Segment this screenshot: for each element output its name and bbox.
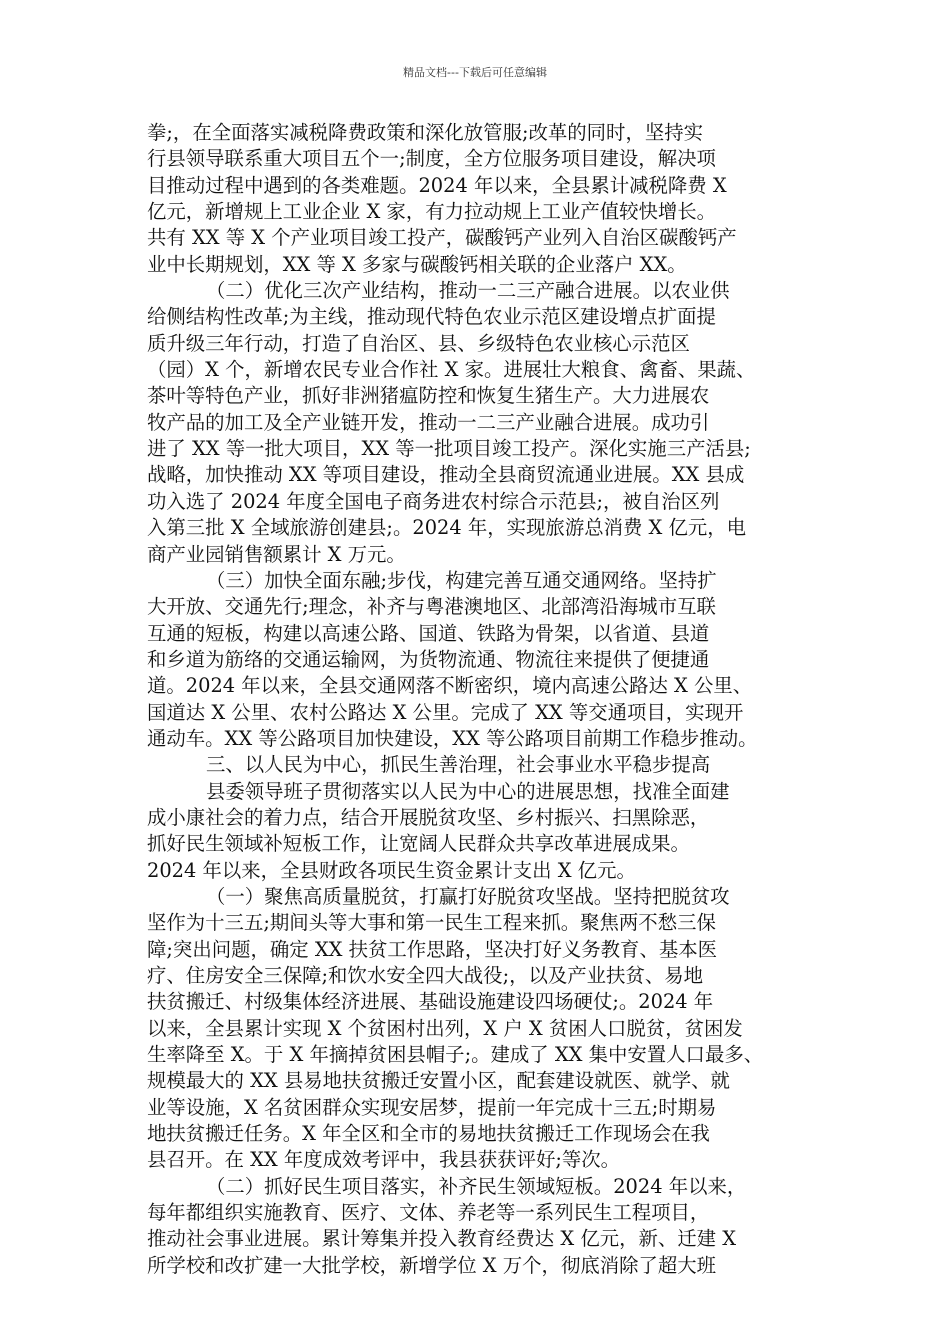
text-line: 和乡道为筋络的交通运输网，为货物流通、物流往来提供了便捷通 [147, 647, 710, 671]
text-line: 通动车。XX 等公路项目加快建设，XX 等公路项目前期工作稳步推动。 [147, 726, 758, 750]
text-line: 所学校和改扩建一大批学校，新增学位 X 万个，彻底消除了超大班 [147, 1253, 717, 1277]
text-line: 县委领导班子贯彻落实以人民为中心的进展思想，找准全面建 [206, 779, 730, 803]
text-line: 茶叶等特色产业，抓好非洲猪瘟防控和恢复生猪生产。大力进展农 [147, 384, 710, 408]
text-line: 拳;，在全面落实减税降费政策和深化放管服;改革的同时，坚持实 [147, 121, 704, 144]
text-line: 三、以人民为中心，抓民生善治理，社会事业水平稳步提高 [206, 753, 711, 777]
text-line: 抓好民生领域补短板工作，让宽阔人民群众共享改革进展成果。 [147, 832, 690, 856]
page-header: 精品文档---下载后可任意编辑 [403, 66, 547, 79]
text-line: 国道达 X 公里、农村公路达 X 公里。完成了 XX 等交通项目，实现开 [147, 700, 744, 724]
text-line: （一）聚焦高质量脱贫，打赢打好脱贫攻坚战。坚持把脱贫攻 [206, 884, 730, 908]
text-line: 入第三批 X 全域旅游创建县;。2024 年，实现旅游总消费 X 亿元，电 [147, 516, 747, 540]
text-line: 商产业园销售额累计 X 万元。 [147, 542, 406, 566]
text-line: 战略，加快推动 XX 等项目建设，推动全县商贸流通业进展。XX 县成 [147, 463, 745, 487]
text-line: 每年都组织实施教育、医疗、文体、养老等一系列民生工程项目， [147, 1201, 710, 1225]
text-line: 地扶贫搬迁任务。X 年全区和全市的易地扶贫搬迁工作现场会在我 [147, 1122, 710, 1146]
text-line: 业中长期规划，XX 等 X 多家与碳酸钙相关联的企业落户 XX。 [147, 252, 687, 276]
text-line: （三）加快全面东融;步伐，构建完善互通交通网络。坚持扩 [206, 568, 717, 592]
text-line: 疗、住房安全三保障;和饮水安全四大战役;，以及产业扶贫、易地 [147, 964, 704, 987]
text-line: 互通的短板，构建以高速公路、国道、铁路为骨架，以省道、县道 [147, 621, 710, 645]
text-line: 坚作为十三五;期间头等大事和第一民生工程来抓。聚焦两不愁三保 [147, 911, 716, 935]
text-line: （二）优化三次产业结构，推动一二三产融合进展。以农业供 [206, 279, 730, 303]
body-text [147, 120, 813, 1279]
text-line: （园）X 个，新增农民专业合作社 X 家。进展壮大粮食、禽畜、果蔬、 [147, 358, 756, 382]
text-line: 推动社会事业进展。累计筹集并投入教育经费达 X 亿元，新、迁建 X [147, 1227, 737, 1251]
text-line: 功入选了 2024 年度全国电子商务进农村综合示范县;，被自治区列 [147, 489, 720, 513]
text-line: 目推动过程中遇到的各类难题。2024 年以来，全县累计减税降费 X [147, 173, 727, 197]
text-line: 亿元，新增规上工业企业 X 家，有力拉动规上工业产值较快增长。 [147, 200, 717, 224]
text-line: 县召开。在 XX 年度成效考评中，我县获获评好;等次。 [147, 1148, 621, 1172]
text-line: 给侧结构性改革;为主线，推动现代特色农业示范区建设增点扩面提 [147, 305, 716, 329]
text-line: 行县领导联系重大项目五个一;制度，全方位服务项目建设，解决项 [147, 147, 716, 171]
text-line: 扶贫搬迁、村级集体经济进展、基础设施建设四场硬仗;。2024 年 [147, 990, 714, 1014]
text-line: 业等设施，X 名贫困群众实现安居梦，提前一年完成十三五;时期易 [147, 1095, 717, 1119]
text-line: 规模最大的 XX 县易地扶贫搬迁安置小区，配套建设就医、就学、就 [147, 1069, 730, 1093]
text-line: 2024 年以来，全县财政各项民生资金累计支出 X 亿元。 [147, 858, 636, 882]
text-line: 共有 XX 等 X 个产业项目竣工投产，碳酸钙产业列入自治区碳酸钙产 [147, 226, 737, 250]
text-line: 进了 XX 等一批大项目，XX 等一批项目竣工投产。深化实施三产活县; [147, 437, 751, 461]
text-line: 生率降至 X。于 X 年摘掉贫困县帽子;。建成了 XX 集中安置人口最多、 [147, 1043, 764, 1067]
text-line: 障;突出问题，确定 XX 扶贫工作思路，坚决打好义务教育、基本医 [147, 937, 718, 961]
text-line: 道。2024 年以来，全县交通网落不断密织，境内高速公路达 X 公里、 [147, 674, 753, 698]
text-line: （二）抓好民生项目落实，补齐民生领域短板。2024 年以来， [206, 1174, 747, 1198]
text-line: 质升级三年行动，打造了自治区、县、乡级特色农业核心示范区 [147, 331, 690, 355]
text-line: 以来，全县累计实现 X 个贫困村出列，X 户 X 贫困人口脱贫，贫困发 [147, 1016, 743, 1040]
text-line: 牧产品的加工及全产业链开发，推动一二三产业融合进展。成功引 [147, 410, 710, 434]
text-line: 成小康社会的着力点，结合开展脱贫攻坚、乡村振兴、扫黑除恶， [147, 805, 710, 829]
text-line: 大开放、交通先行;理念，补齐与粤港澳地区、北部湾沿海城市互联 [147, 595, 716, 619]
